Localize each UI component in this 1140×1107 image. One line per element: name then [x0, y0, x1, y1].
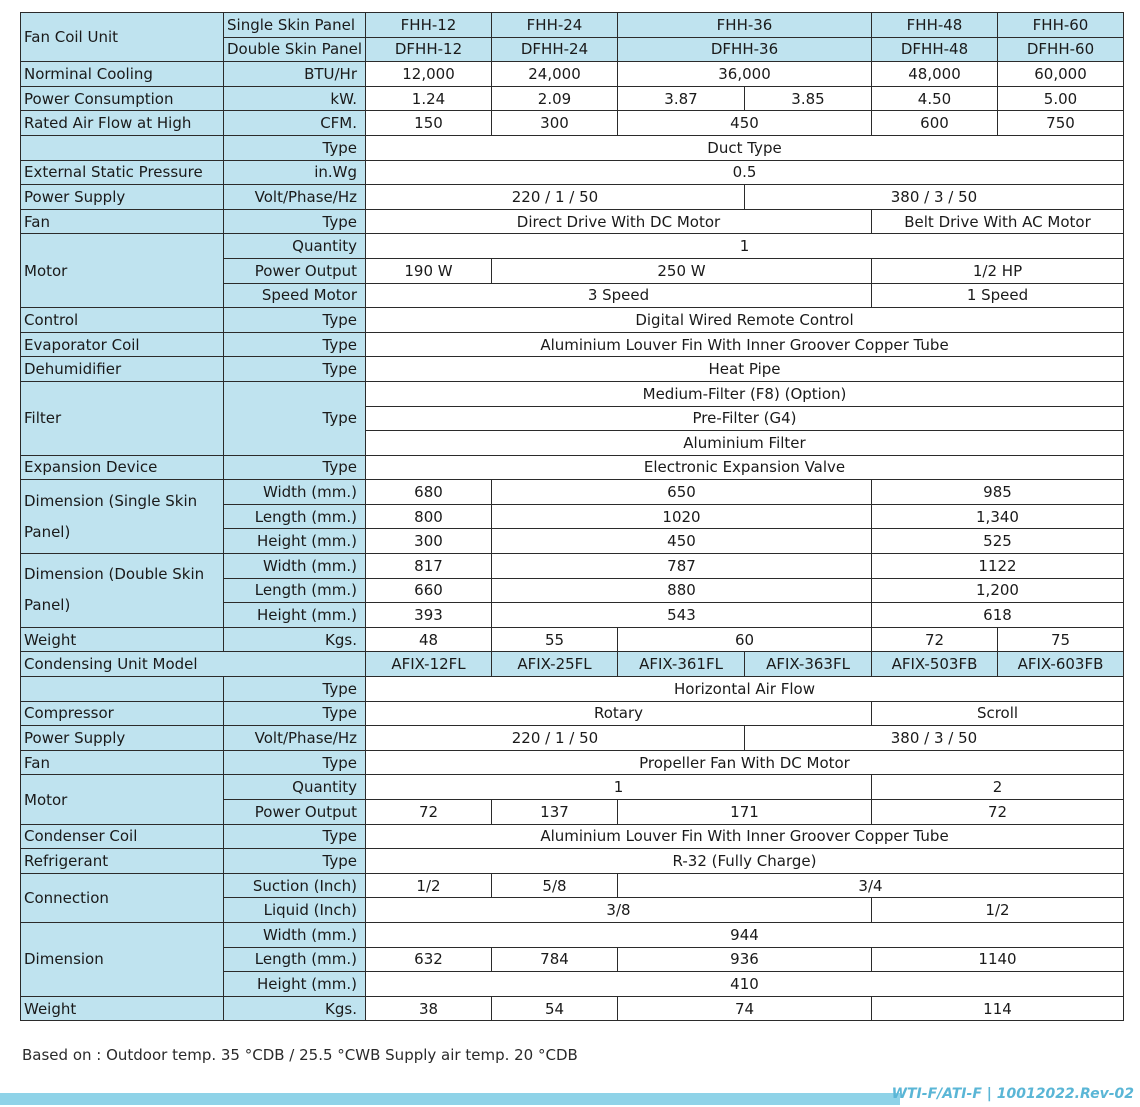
value-cell: 3/4: [618, 873, 1124, 898]
row-label: Norminal Cooling: [21, 62, 224, 87]
value-cell: 650: [492, 480, 872, 505]
table-row: [21, 185, 1124, 210]
table-row: [21, 701, 1124, 726]
value-cell: Belt Drive With AC Motor: [872, 209, 1124, 234]
value-cell: 2.09: [492, 86, 618, 111]
table-row: [21, 873, 1124, 898]
model-header: DFHH-24: [492, 37, 618, 62]
table-row: [21, 996, 1124, 1021]
table-row: [21, 627, 1124, 652]
value-cell: 817: [366, 554, 492, 579]
panel-type-header: Single Skin Panel: [224, 13, 366, 38]
value-cell: 750: [998, 111, 1124, 136]
spec-table: [20, 12, 1124, 1021]
value-cell: 380 / 3 / 50: [745, 185, 1124, 210]
value-cell: Digital Wired Remote Control: [366, 308, 1124, 333]
value-cell: 5/8: [492, 873, 618, 898]
value-cell: 5.00: [998, 86, 1124, 111]
value-cell: 600: [872, 111, 998, 136]
unit-label: Width (mm.): [224, 554, 366, 579]
unit-label: Type: [224, 677, 366, 702]
value-cell: Propeller Fan With DC Motor: [366, 750, 1124, 775]
value-cell: 618: [872, 603, 1124, 628]
row-label: Dimension: [21, 922, 224, 996]
row-label: Motor: [21, 775, 224, 824]
value-cell: 800: [366, 504, 492, 529]
table-row: [21, 234, 1124, 259]
value-cell: Direct Drive With DC Motor: [366, 209, 872, 234]
value-cell: 784: [492, 947, 618, 972]
unit-label: Type: [224, 135, 366, 160]
model-header: AFIX-25FL: [492, 652, 618, 677]
unit-label: Suction (Inch): [224, 873, 366, 898]
unit-label: Type: [224, 357, 366, 382]
value-cell: Medium-Filter (F8) (Option): [366, 381, 1124, 406]
value-cell: 680: [366, 480, 492, 505]
unit-label: BTU/Hr: [224, 62, 366, 87]
footer-revision: WTI-F/ATI-F | 10012022.Rev-02: [891, 1086, 1134, 1102]
unit-label: CFM.: [224, 111, 366, 136]
unit-label: Type: [224, 824, 366, 849]
table-row: [21, 308, 1124, 333]
value-cell: Electronic Expansion Valve: [366, 455, 1124, 480]
value-cell: 1.24: [366, 86, 492, 111]
value-cell: Aluminium Louver Fin With Inner Groover Copper Tube: [366, 332, 1124, 357]
row-label: Fan Coil Unit: [21, 13, 224, 62]
value-cell: Heat Pipe: [366, 357, 1124, 382]
value-cell: 72: [872, 627, 998, 652]
table-row: [21, 135, 1124, 160]
table-row: [21, 332, 1124, 357]
value-cell: 3/8: [366, 898, 872, 923]
value-cell: 393: [366, 603, 492, 628]
unit-label: Height (mm.): [224, 972, 366, 997]
model-header: DFHH-12: [366, 37, 492, 62]
value-cell: 54: [492, 996, 618, 1021]
table-row: [21, 86, 1124, 111]
value-cell: 300: [492, 111, 618, 136]
value-cell: 1/2 HP: [872, 258, 1124, 283]
row-label: Power Supply: [21, 726, 224, 751]
row-label: [21, 135, 224, 160]
table-row: [21, 160, 1124, 185]
value-cell: 450: [492, 529, 872, 554]
row-label: Dimension (Single Skin Panel): [21, 480, 224, 554]
value-cell: 72: [366, 800, 492, 825]
table-row: [21, 209, 1124, 234]
value-cell: 936: [618, 947, 872, 972]
model-header: AFIX-503FB: [872, 652, 998, 677]
value-cell: 1 Speed: [872, 283, 1124, 308]
value-cell: Scroll: [872, 701, 1124, 726]
row-label: Dehumidifier: [21, 357, 224, 382]
unit-label: Volt/Phase/Hz: [224, 185, 366, 210]
value-cell: 985: [872, 480, 1124, 505]
unit-label: Power Output: [224, 800, 366, 825]
model-header: AFIX-603FB: [998, 652, 1124, 677]
value-cell: 60: [618, 627, 872, 652]
value-cell: 114: [872, 996, 1124, 1021]
unit-label: Kgs.: [224, 996, 366, 1021]
unit-label: Quantity: [224, 775, 366, 800]
unit-label: Type: [224, 209, 366, 234]
table-row: [21, 922, 1124, 947]
value-cell: 55: [492, 627, 618, 652]
value-cell: 38: [366, 996, 492, 1021]
unit-label: Type: [224, 701, 366, 726]
panel-type-header: Double Skin Panel: [224, 37, 366, 62]
table-row: [21, 849, 1124, 874]
model-header: FHH-60: [998, 13, 1124, 38]
value-cell: 632: [366, 947, 492, 972]
footnote: Based on : Outdoor temp. 35 °CDB / 25.5 °CWB Supply air temp. 20 °CDB: [22, 1046, 578, 1064]
value-cell: 1/2: [872, 898, 1124, 923]
row-label: Condensing Unit Model: [21, 652, 366, 677]
value-cell: 220 / 1 / 50: [366, 726, 745, 751]
row-label: Fan: [21, 209, 224, 234]
value-cell: 380 / 3 / 50: [745, 726, 1124, 751]
table-row: [21, 357, 1124, 382]
model-header: AFIX-12FL: [366, 652, 492, 677]
row-label: Weight: [21, 627, 224, 652]
value-cell: 60,000: [998, 62, 1124, 87]
value-cell: 1,340: [872, 504, 1124, 529]
row-label: Motor: [21, 234, 224, 308]
value-cell: 2: [872, 775, 1124, 800]
value-cell: 300: [366, 529, 492, 554]
footer-bar: [0, 1093, 900, 1105]
row-label: Dimension (Double Skin Panel): [21, 554, 224, 628]
model-header: FHH-36: [618, 13, 872, 38]
row-label: Expansion Device: [21, 455, 224, 480]
unit-label: Length (mm.): [224, 947, 366, 972]
table-row: [21, 62, 1124, 87]
value-cell: 944: [366, 922, 1124, 947]
unit-label: Width (mm.): [224, 480, 366, 505]
value-cell: 0.5: [366, 160, 1124, 185]
value-cell: Duct Type: [366, 135, 1124, 160]
value-cell: Rotary: [366, 701, 872, 726]
model-header: AFIX-361FL: [618, 652, 745, 677]
value-cell: 4.50: [872, 86, 998, 111]
value-cell: R-32 (Fully Charge): [366, 849, 1124, 874]
value-cell: 1140: [872, 947, 1124, 972]
value-cell: 410: [366, 972, 1124, 997]
row-label: Power Consumption: [21, 86, 224, 111]
value-cell: 660: [366, 578, 492, 603]
value-cell: 72: [872, 800, 1124, 825]
row-label: Condenser Coil: [21, 824, 224, 849]
value-cell: 48: [366, 627, 492, 652]
unit-label: Height (mm.): [224, 529, 366, 554]
unit-label: Volt/Phase/Hz: [224, 726, 366, 751]
table-row: [21, 13, 1124, 38]
table-row: [21, 750, 1124, 775]
value-cell: 220 / 1 / 50: [366, 185, 745, 210]
row-label: Connection: [21, 873, 224, 922]
value-cell: 190 W: [366, 258, 492, 283]
unit-label: Height (mm.): [224, 603, 366, 628]
model-header: DFHH-48: [872, 37, 998, 62]
value-cell: 525: [872, 529, 1124, 554]
table-row: [21, 480, 1124, 505]
value-cell: Pre-Filter (G4): [366, 406, 1124, 431]
table-row: [21, 677, 1124, 702]
unit-label: Type: [224, 849, 366, 874]
table-row: [21, 824, 1124, 849]
row-label: Filter: [21, 381, 224, 455]
model-header: FHH-12: [366, 13, 492, 38]
row-label: Refrigerant: [21, 849, 224, 874]
row-label: External Static Pressure: [21, 160, 224, 185]
model-header: DFHH-36: [618, 37, 872, 62]
model-header: FHH-24: [492, 13, 618, 38]
model-header: DFHH-60: [998, 37, 1124, 62]
unit-label: in.Wg: [224, 160, 366, 185]
value-cell: 48,000: [872, 62, 998, 87]
value-cell: 787: [492, 554, 872, 579]
unit-label: Kgs.: [224, 627, 366, 652]
value-cell: 36,000: [618, 62, 872, 87]
table-row: [21, 554, 1124, 579]
value-cell: 1/2: [366, 873, 492, 898]
row-label: Weight: [21, 996, 224, 1021]
row-label: Control: [21, 308, 224, 333]
unit-label: Width (mm.): [224, 922, 366, 947]
value-cell: 12,000: [366, 62, 492, 87]
value-cell: Aluminium Louver Fin With Inner Groover Copper Tube: [366, 824, 1124, 849]
unit-label: Type: [224, 455, 366, 480]
table-row: [21, 381, 1124, 406]
value-cell: 450: [618, 111, 872, 136]
spec-table-body: [21, 13, 1124, 1021]
value-cell: 1020: [492, 504, 872, 529]
row-label: [21, 677, 224, 702]
value-cell: 543: [492, 603, 872, 628]
value-cell: 880: [492, 578, 872, 603]
value-cell: Horizontal Air Flow: [366, 677, 1124, 702]
value-cell: 250 W: [492, 258, 872, 283]
value-cell: 74: [618, 996, 872, 1021]
value-cell: 1122: [872, 554, 1124, 579]
unit-label: Length (mm.): [224, 578, 366, 603]
unit-label: Type: [224, 750, 366, 775]
table-row: [21, 726, 1124, 751]
value-cell: 75: [998, 627, 1124, 652]
table-row: [21, 652, 1124, 677]
model-header: AFIX-363FL: [745, 652, 872, 677]
unit-label: Speed Motor: [224, 283, 366, 308]
unit-label: Power Output: [224, 258, 366, 283]
value-cell: 1: [366, 775, 872, 800]
value-cell: 1: [366, 234, 1124, 259]
table-row: [21, 775, 1124, 800]
unit-label: Quantity: [224, 234, 366, 259]
unit-label: Type: [224, 332, 366, 357]
value-cell: 24,000: [492, 62, 618, 87]
unit-label: Type: [224, 308, 366, 333]
value-cell: 3.87: [618, 86, 745, 111]
row-label: Compressor: [21, 701, 224, 726]
model-header: FHH-48: [872, 13, 998, 38]
row-label: Evaporator Coil: [21, 332, 224, 357]
value-cell: 150: [366, 111, 492, 136]
row-label: Power Supply: [21, 185, 224, 210]
unit-label: kW.: [224, 86, 366, 111]
row-label: Fan: [21, 750, 224, 775]
unit-label: Liquid (Inch): [224, 898, 366, 923]
value-cell: 3.85: [745, 86, 872, 111]
table-row: [21, 111, 1124, 136]
value-cell: 3 Speed: [366, 283, 872, 308]
unit-label: Type: [224, 381, 366, 455]
value-cell: Aluminium Filter: [366, 431, 1124, 456]
row-label: Rated Air Flow at High: [21, 111, 224, 136]
value-cell: 137: [492, 800, 618, 825]
table-row: [21, 455, 1124, 480]
value-cell: 171: [618, 800, 872, 825]
value-cell: 1,200: [872, 578, 1124, 603]
unit-label: Length (mm.): [224, 504, 366, 529]
